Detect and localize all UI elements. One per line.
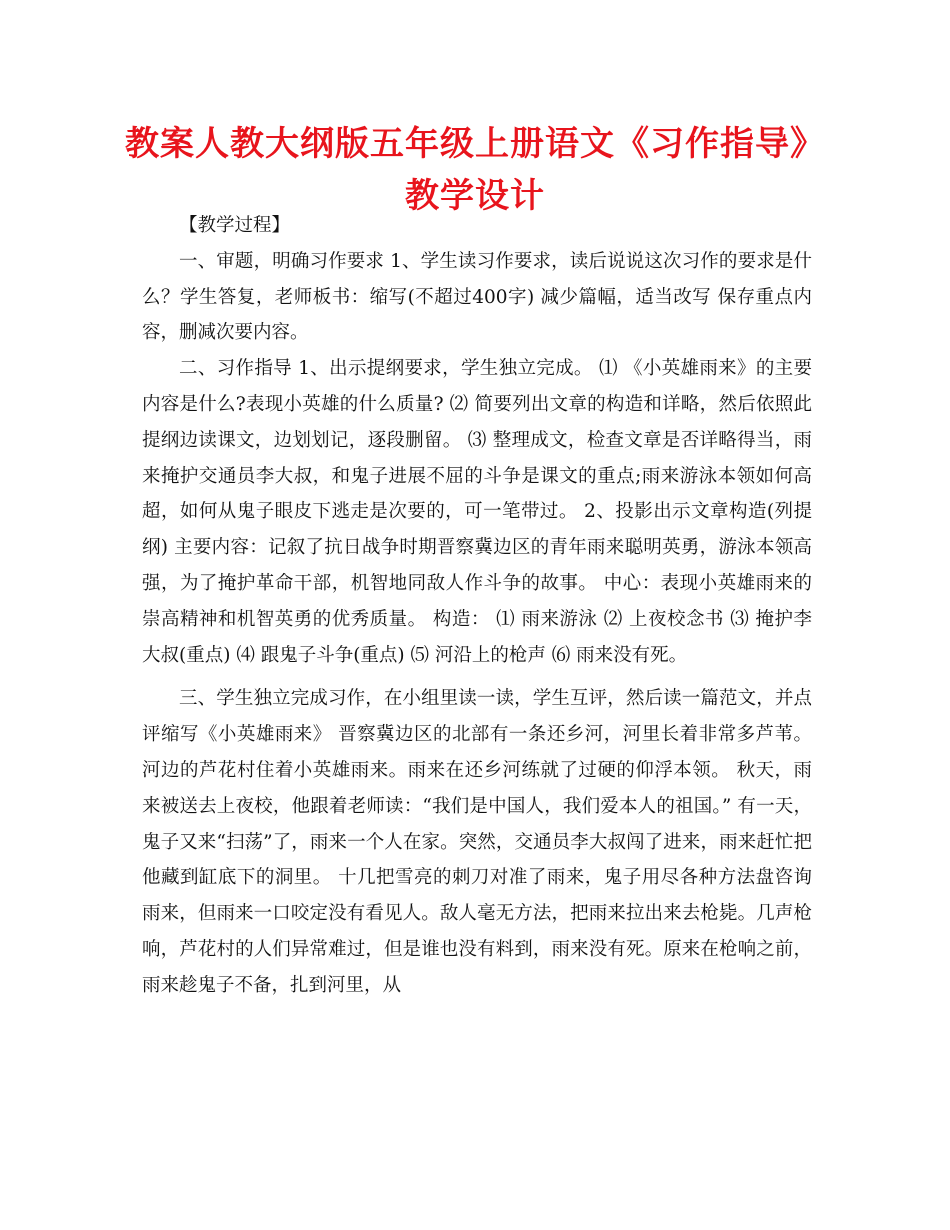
paragraph: 一、审题，明确习作要求 1、学生读习作要求，读后说说这次习作的要求是什么？学生答复，老师板书：缩写(不超过400字) 减少篇幅，适当改写 保存重点内容，删减次要内容。 <box>142 250 812 344</box>
paragraph: 三、学生独立完成习作，在小组里读一读，学生互评，然后读一篇范文，并点评缩写《小英雄雨来》 晋察冀边区的北部有一条还乡河，河里长着非常多芦苇。河边的芦花村住着小英雄雨来。雨来在还乡河练就了过硬的仰浮本领。 秋天，雨来被送去上夜校，他跟着老师读：“我们是中国人，我们爱本人的祖国。” 有一天，鬼子又来“扫荡”了，雨来一个人在家。突然，交通员李大叔闯了进来，雨来赶忙把他藏到缸底下的洞里。 十几把雪亮的刺刀对准了雨来，鬼子用尽各种方法盘咨询雨来，但雨来一口咬定没有看见人。敌人毫无方法，把雨来拉出来去枪毙。几声枪响，芦花村的人们异常难过，但是谁也没有料到，雨来没有死。原来在枪响之前，雨来趁鬼子不备，扎到河里，从 <box>142 688 812 996</box>
document-title: 教案人教大纲版五年级上册语文《习作指导》教学设计 <box>125 124 825 216</box>
document-body <box>142 208 812 1004</box>
paragraph: 二、习作指导 1、出示提纲要求，学生独立完成。 ⑴ 《小英雄雨来》的主要内容是什么?表现小英雄的什么质量? ⑵ 简要列出文章的构造和详略，然后依照此提纲边读课文，边划划记，逐段删留。 ⑶ 整理成文，检查文章是否详略得当，雨来掩护交通员李大叔，和鬼子进展不屈的斗争是课文的重点;雨来游泳本领如何高超，如何从鬼子眼皮下逃走是次要的，可一笔带过。 2、投影出示文章构造(列提纲) 主要内容：记叙了抗日战争时期晋察冀边区的青年雨来聪明英勇，游泳本领高强，为了掩护革命干部，机智地同敌人作斗争的故事。 中心：表现小英雄雨来的崇高精神和机智英勇的优秀质量。 构造： ⑴ 雨来游泳 ⑵ 上夜校念书 ⑶ 掩护李大叔(重点) ⑷ 跟鬼子斗争(重点) ⑸ 河沿上的枪声 ⑹ 雨来没有死。 <box>142 358 812 666</box>
section-heading: 【教学过程】 <box>179 215 291 236</box>
